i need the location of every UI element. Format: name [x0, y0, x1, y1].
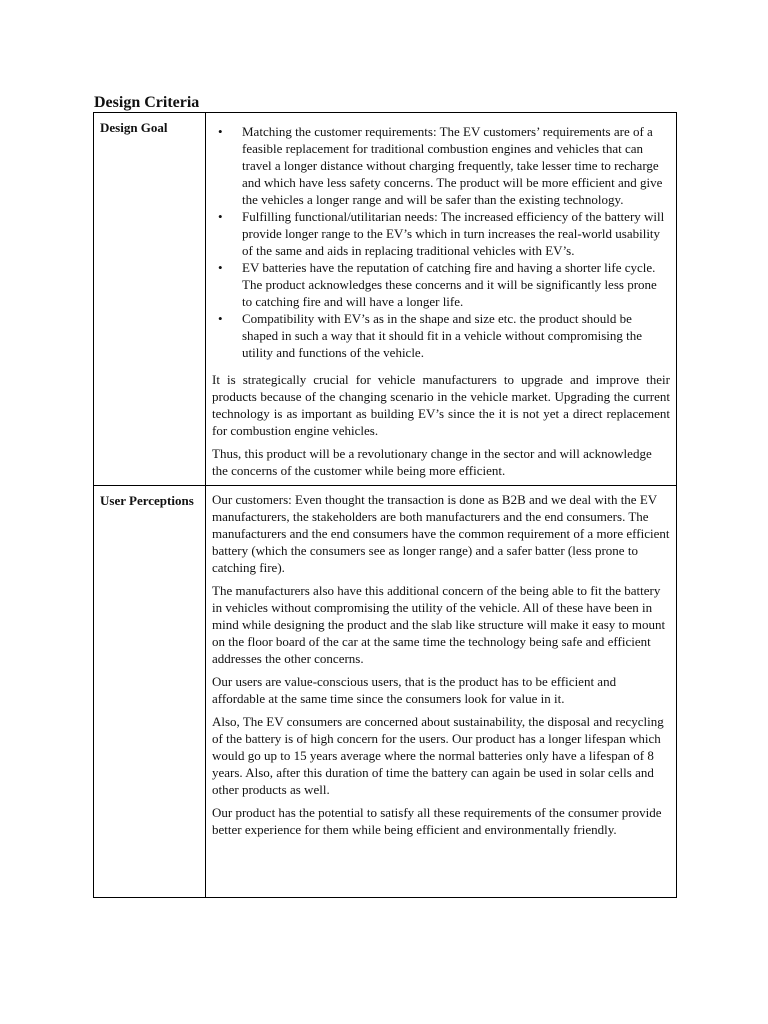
paragraph: Our users are value-conscious users, that is the product has to be efficient and affordable at the same time since the consumers look for value in it.: [212, 674, 617, 706]
paragraph: Thus, this product will be a revolutionary change in the sector and will acknowledge the concerns of the customer while being more efficient.: [212, 446, 652, 478]
row-content-design-goal: [206, 113, 677, 486]
bullet-item: • Fulfilling functional/utilitarian needs: The increased efficiency of the battery will provide longer range to the EV’s which in turn increases the real-world usability of the same and aids in replacing traditional vehicles with EV’s.: [242, 208, 670, 259]
paragraph: Our product has the potential to satisfy all these requirements of the consumer provide better experience for them while being efficient and environmentally friendly.: [212, 805, 662, 837]
bullet-item: • Compatibility with EV’s as in the shape and size etc. the product should be shaped in such a way that it should fit in a vehicle without compromising the utility and functions of the vehicle.: [242, 310, 670, 361]
design-goal-bullet-list: [212, 123, 670, 361]
paragraph: Our customers: Even thought the transaction is done as B2B and we deal with the EV manufacturers, the stakeholders are both manufacturers and the end consumers. The manufacturers and the end consumers have the common requirement of a more efficient battery (which the consumers see as longer range) and a safer batter (less prone to catching fire).: [212, 492, 670, 575]
row-label-user-perceptions: User Perceptions: [94, 486, 206, 898]
paragraph: The manufacturers also have this additional concern of the being able to fit the battery in vehicles without compromising the utility of the vehicle. All of these have been in mind while designing the product and the slab like structure will make it easy to mount on the floor board of the car at the same time the technology being safe and efficient addresses the other concerns.: [212, 583, 666, 666]
row-label-design-goal: Design Goal: [94, 113, 206, 486]
table-row-user-perceptions: [94, 486, 677, 898]
row-content-user-perceptions: [206, 486, 677, 898]
design-criteria-table: [93, 112, 677, 898]
bullet-item: • Matching the customer requirements: The EV customers’ requirements are of a feasible replacement for traditional combustion engines and vehicles that can travel a longer distance without charging frequently, take lesser time to recharge and which have less safety concerns. The product will be more efficient and give the vehicles a longer range and will be safer than the existing technology.: [242, 123, 670, 208]
table-row-design-goal: [94, 113, 677, 486]
bullet-item: • EV batteries have the reputation of catching fire and having a shorter life cycle. The product acknowledges these concerns and it will be significantly less prone to catching fire and will have a longer life.: [242, 259, 670, 310]
page-title: Design Criteria: [94, 94, 200, 111]
paragraph: Also, The EV consumers are concerned about sustainability, the disposal and recycling of the battery is of high concern for the users. Our product has a longer lifespan which would go up to 15 years average where the normal batteries only have a lifespan of 8 years. Also, after this duration of time the battery can again be used in solar cells and other products as well.: [212, 714, 664, 797]
paragraph: It is strategically crucial for vehicle manufacturers to upgrade and improve their products because of the changing scenario in the vehicle market. Upgrading the current technology is as important as building EV’s since the it is not yet a direct replacement for combustion engine vehicles.: [212, 372, 670, 438]
